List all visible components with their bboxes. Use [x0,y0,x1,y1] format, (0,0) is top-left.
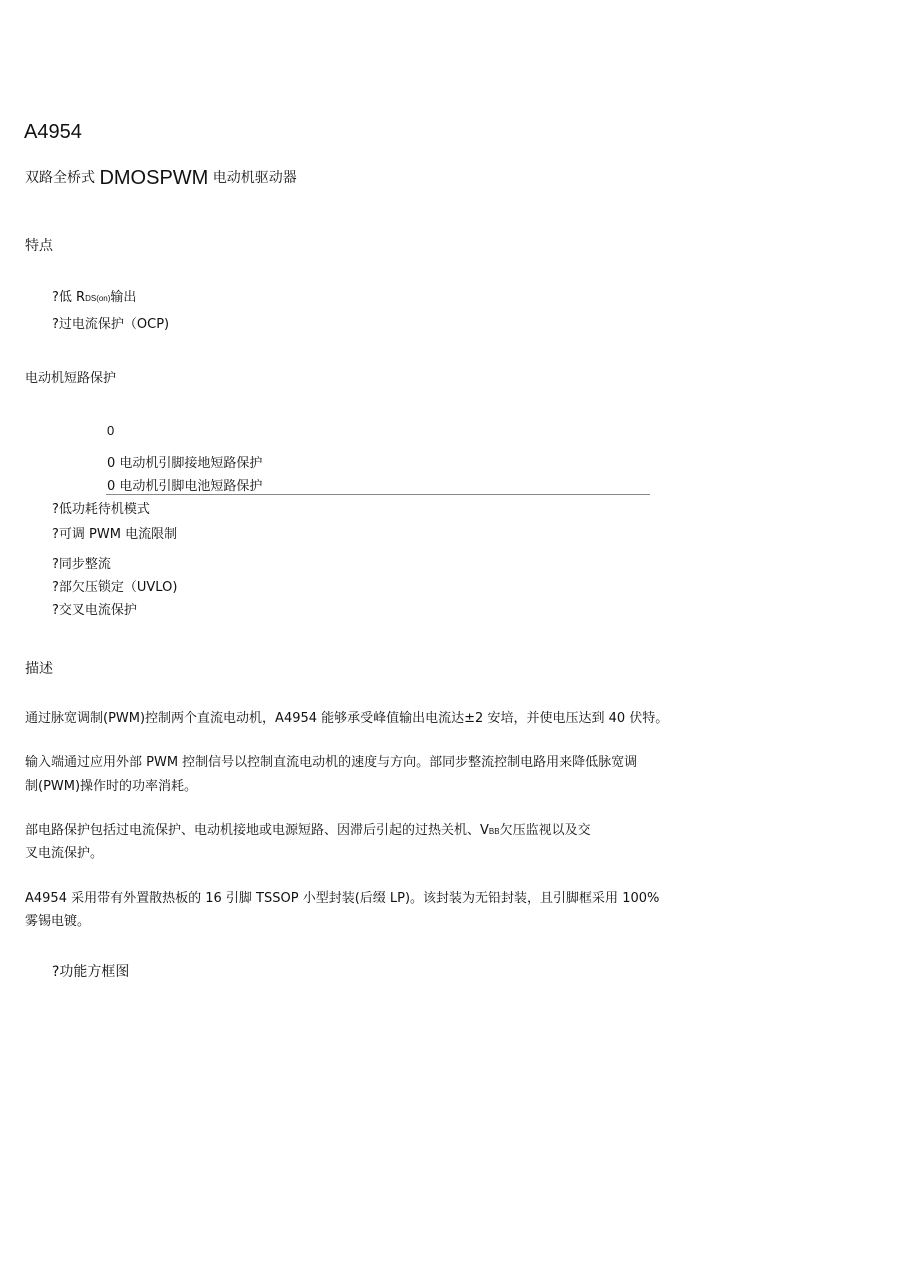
feature-item-crossover: ?交叉电流保护 [52,603,137,618]
subtitle-suffix: 电动机驱动器 [212,170,297,186]
feature-rdson-prefix: ?低 R [52,290,86,305]
feature-item-uvlo: ?部欠压锁定（UVLO) [52,580,178,595]
block-diagram-heading: ?功能方框图 [52,964,130,980]
feature-item-ocp: ?过电流保护（OCP) [52,317,170,332]
short-sub-item-battery: 0 电动机引脚电池短路保护 [107,479,263,494]
feature-item-rdson [52,290,136,307]
motor-short-heading: 电动机短路保护 [25,371,117,386]
feature-rdson-subscript: DS(on) [85,294,111,303]
description-paragraph-2-line-1: 输入端通过应用外部 PWM 控制信号以控制直流电动机的速度与方向。部同步整流控制电路用来降低脉宽调 [25,755,638,770]
divider-line [106,494,650,495]
description-paragraph-4-line-2: 雾锡电镀。 [25,914,91,929]
feature-item-sync-rect: ?同步整流 [52,557,111,572]
feature-rdson-suffix: 输出 [110,290,137,305]
description-paragraph-1: 通过脉宽调制(PWM)控制两个直流电动机，A4954 能够承受峰值输出电流达±2 安培，并使电压达到 40 伏特。 [25,711,669,726]
feature-item-standby: ?低功耗待机模式 [52,502,150,517]
features-heading: 特点 [25,238,53,254]
document-subtitle [25,167,297,190]
description-heading: 描述 [25,661,53,677]
p3-prefix: 部电路保护包括过电流保护、电动机接地或电源短路、因滞后引起的过热关机、V [25,823,489,838]
description-paragraph-3-line-1 [25,823,591,840]
subtitle-model: DMOSPWM [99,167,209,189]
feature-item-pwm-limit: ?可调 PWM 电流限制 [52,527,178,542]
p3-vbb-subscript: BB [488,827,500,836]
description-paragraph-4-line-1: A4954 采用带有外置散热板的 16 引脚 TSSOP 小型封装(后缀 LP)。该封装为无铅封装，且引脚框采用 100% [25,891,660,906]
short-sub-item-0: 0 [107,423,115,438]
short-sub-item-ground: 0 电动机引脚接地短路保护 [107,456,263,471]
document-title: A4954 [24,121,82,143]
subtitle-prefix: 双路全桥式 [25,170,95,186]
description-paragraph-3-line-2: 叉电流保护。 [25,846,104,861]
p3-suffix: 欠压监视以及交 [499,823,591,838]
description-paragraph-2-line-2: 制(PWM)操作时的功率消耗。 [25,779,198,794]
